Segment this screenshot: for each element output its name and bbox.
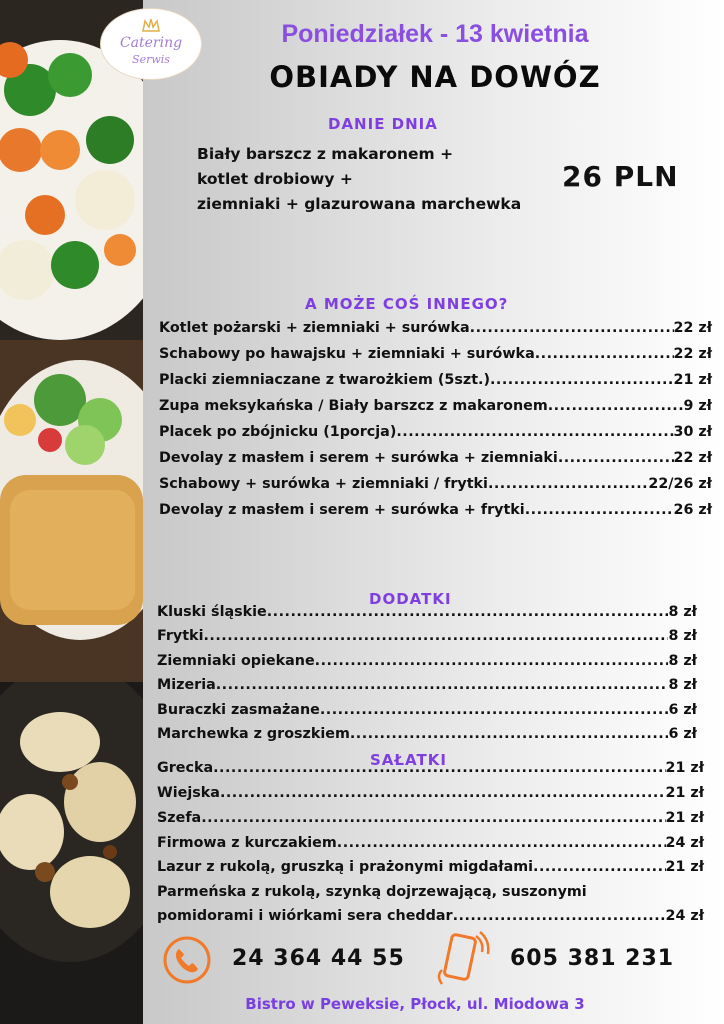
item-name: Zupa meksykańska / Biały barszcz z makaronem bbox=[159, 398, 548, 414]
item-price: 8 zł bbox=[668, 677, 697, 693]
daily-dish-line: ziemniaki + glazurowana marchewka bbox=[197, 195, 522, 213]
item-name: Devolay z masłem i serem + surówka + frytki bbox=[159, 502, 525, 518]
item-price: 8 zł bbox=[668, 628, 697, 644]
logo-text-line1: Catering bbox=[119, 35, 183, 51]
item-price: 21 zł bbox=[665, 859, 704, 875]
item-name: Wiejska bbox=[157, 785, 220, 801]
menu-item bbox=[157, 702, 697, 726]
item-price: 26 zł bbox=[673, 502, 712, 518]
logo-text-line2: Serwis bbox=[132, 53, 170, 66]
item-price: 22 zł bbox=[673, 450, 712, 466]
item-name: Mizeria bbox=[157, 677, 216, 693]
menu-item bbox=[157, 677, 697, 701]
item-price: 30 zł bbox=[673, 424, 712, 440]
item-name: Buraczki zasmażane bbox=[157, 702, 320, 718]
item-name: Kluski śląskie bbox=[157, 604, 267, 620]
item-name: Placki ziemniaczane z twarożkiem (5szt.) bbox=[159, 372, 490, 388]
menu-item bbox=[157, 760, 704, 784]
item-name: pomidorami i wiórkami sera cheddar bbox=[157, 908, 453, 924]
menu-item bbox=[157, 785, 704, 809]
menu-item bbox=[159, 424, 712, 448]
item-price: 24 zł bbox=[665, 835, 704, 851]
menu-item bbox=[157, 835, 704, 859]
item-price: 9 zł bbox=[683, 398, 712, 414]
item-price: 8 zł bbox=[668, 653, 697, 669]
item-price: 21 zł bbox=[665, 785, 704, 801]
item-price: 6 zł bbox=[668, 726, 697, 742]
salads-heading: SAŁATKI bbox=[370, 751, 447, 769]
item-name: Schabowy po hawajsku + ziemniaki + surówka bbox=[159, 346, 535, 362]
landline-phone-icon bbox=[162, 935, 212, 985]
bistro-address: Bistro w Peweksie, Płock, ul. Miodowa 3 bbox=[245, 995, 585, 1013]
item-name: Frytki bbox=[157, 628, 204, 644]
menu-item bbox=[157, 726, 697, 750]
food-photos bbox=[0, 0, 143, 1024]
daily-dish-line: kotlet drobiowy + bbox=[197, 170, 353, 188]
photo-dumplings bbox=[0, 682, 143, 1024]
menu-item bbox=[159, 346, 712, 370]
item-price: 8 zł bbox=[668, 604, 697, 620]
item-price: 21 zł bbox=[665, 760, 704, 776]
crown-icon bbox=[141, 17, 161, 33]
item-price: 22/26 zł bbox=[648, 476, 712, 492]
item-name: Lazur z rukolą, gruszką i prażonymi migdałami bbox=[157, 859, 534, 875]
item-name: Placek po zbójnicku (1porcja) bbox=[159, 424, 397, 440]
daily-dish-line: Biały barszcz z makaronem + bbox=[197, 145, 454, 163]
item-name: Szefa bbox=[157, 810, 202, 826]
item-name: Kotlet pożarski + ziemniaki + surówka bbox=[159, 320, 470, 336]
item-name: Ziemniaki opiekane bbox=[157, 653, 315, 669]
daily-dish-heading: DANIE DNIA bbox=[328, 115, 438, 133]
salad-description-line: Parmeńska z rukolą, szynką dojrzewającą, suszonymi bbox=[157, 884, 587, 900]
item-price: 21 zł bbox=[673, 372, 712, 388]
menu-date: Poniedziałek - 13 kwietnia bbox=[281, 20, 589, 48]
item-price: 21 zł bbox=[665, 810, 704, 826]
menu-item bbox=[159, 450, 712, 474]
menu-item bbox=[157, 908, 704, 932]
item-price: 6 zł bbox=[668, 702, 697, 718]
menu-item bbox=[157, 604, 697, 628]
mobile-phone-icon bbox=[432, 928, 494, 988]
menu-item bbox=[159, 372, 712, 396]
other-dishes-heading: A MOŻE COŚ INNEGO? bbox=[305, 295, 509, 313]
daily-dish-price: 26 PLN bbox=[562, 160, 679, 193]
menu-item bbox=[157, 859, 704, 883]
item-name: Schabowy + surówka + ziemniaki / frytki bbox=[159, 476, 488, 492]
item-name: Devolay z masłem i serem + surówka + ziemniaki bbox=[159, 450, 558, 466]
menu-item bbox=[159, 398, 712, 422]
sides-heading: DODATKI bbox=[369, 590, 452, 608]
menu-item bbox=[157, 628, 697, 652]
photo-cutlet bbox=[0, 340, 143, 682]
menu-item bbox=[159, 502, 712, 526]
item-price: 24 zł bbox=[665, 908, 704, 924]
menu-item bbox=[159, 476, 712, 500]
menu-item bbox=[159, 320, 712, 344]
menu-title: OBIADY NA DOWÓZ bbox=[269, 60, 601, 94]
menu-item bbox=[157, 810, 704, 834]
item-price: 22 zł bbox=[673, 320, 712, 336]
item-name: Grecka bbox=[157, 760, 214, 776]
catering-logo bbox=[100, 8, 202, 80]
item-name: Firmowa z kurczakiem bbox=[157, 835, 337, 851]
phone-number-landline[interactable]: 24 364 44 55 bbox=[232, 946, 405, 971]
menu-item bbox=[157, 653, 697, 677]
item-price: 22 zł bbox=[673, 346, 712, 362]
phone-number-mobile[interactable]: 605 381 231 bbox=[510, 946, 675, 971]
item-name: Marchewka z groszkiem bbox=[157, 726, 350, 742]
